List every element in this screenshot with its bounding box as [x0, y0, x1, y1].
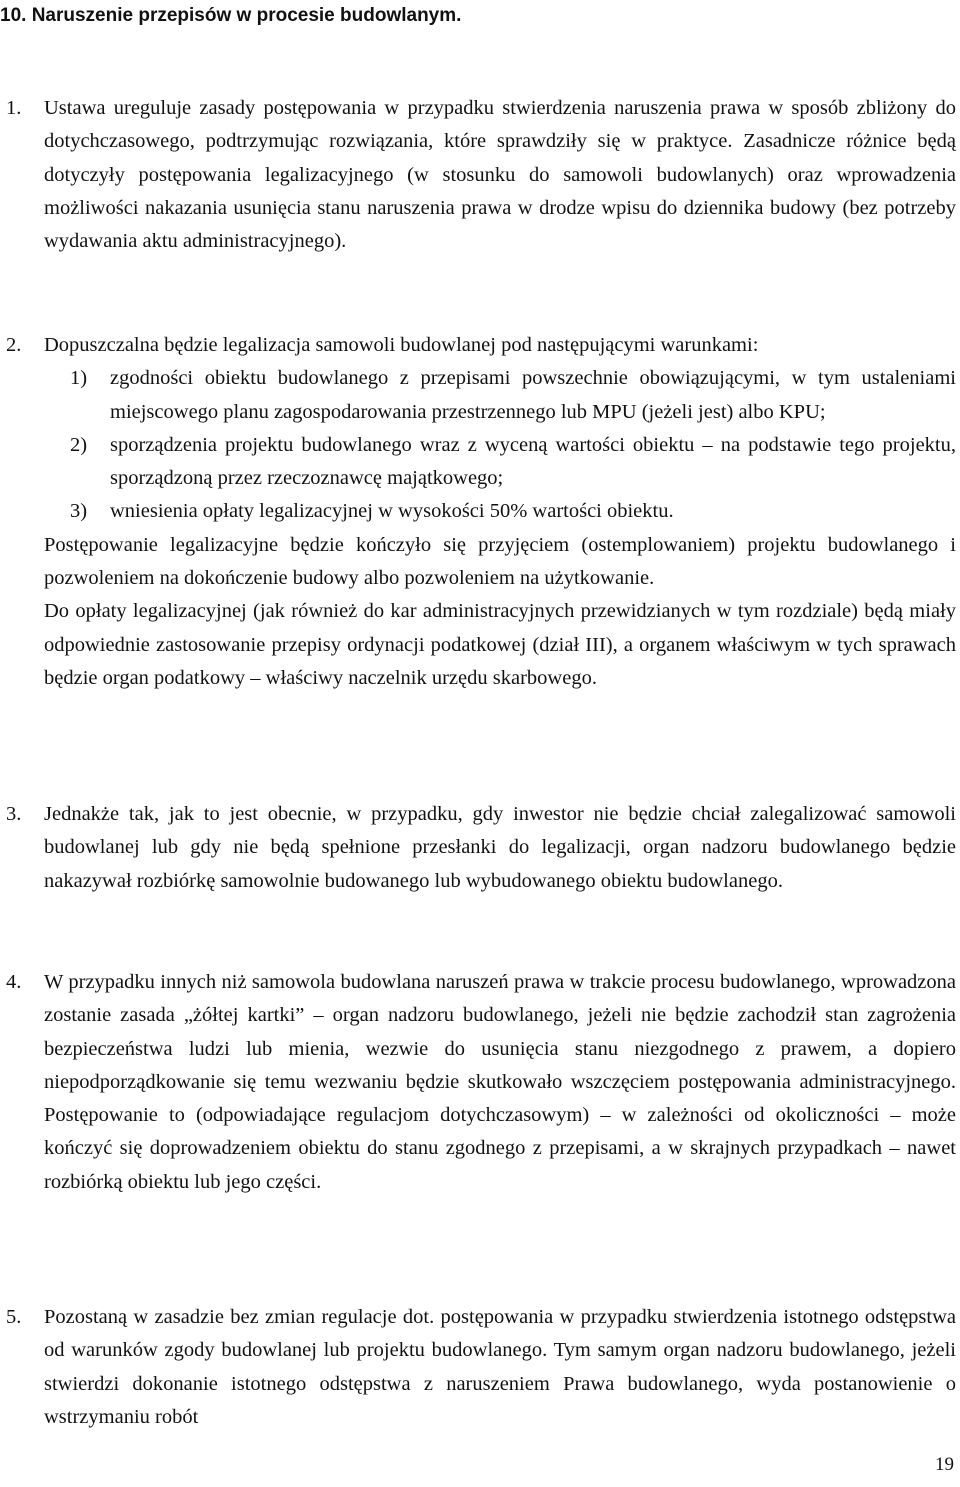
paragraph-text: Ustawa ureguluje zasady postępowania w przypadku stwierdzenia naruszenia prawa w sposób zbliżony do dotychczasowego, podtrzymując rozwiązania, które sprawdziły się w praktyce. Zasadnicze różnice będą dotyczyły postępowania legalizacyjnego (w stosunku do samowoli budowlanych) oraz wprowadzenia możliwości nakazania usunięcia stanu naruszenia prawa w drodze wpisu do dziennika budowy (bez potrzeby wydawania aktu administracyjnego).	[44, 97, 956, 253]
condition-item	[70, 495, 956, 528]
paragraph-1	[6, 92, 956, 258]
paragraph-5	[6, 1301, 956, 1434]
condition-number: 3)	[70, 500, 88, 523]
paragraph-number: 3.	[6, 803, 22, 825]
condition-text: sporządzenia projektu budowlanego wraz z wyceną wartości obiektu – na podstawie tego projektu, sporządzoną przez rzeczoznawcę majątkowego;	[110, 433, 956, 490]
paragraph-number: 5.	[6, 1306, 22, 1328]
paragraph-number: 2.	[6, 334, 22, 356]
condition-text: zgodności obiektu budowlanego z przepisami powszechnie obowiązującymi, w tym ustaleniami miejscowego planu zagospodarowania przestrzennego lub MPU (jeżeli jest) albo KPU;	[110, 367, 956, 423]
paragraph-4	[6, 966, 956, 1199]
section-heading: 10. Naruszenie przepisów w procesie budowlanym.	[0, 5, 462, 26]
condition-item	[70, 429, 956, 496]
paragraph-text: Dopuszczalna będzie legalizacja samowoli budowlanej pod następującymi warunkami:	[44, 334, 759, 356]
paragraph-text: W przypadku innych niż samowola budowlana naruszeń prawa w trakcie procesu budowlanego, wprowadzona zostanie zasada „żółtej kartki” – organ nadzoru budowlanego, jeżeli nie będzie zachodził stan zagrożenia bezpieczeństwa ludzi lub mienia, wezwie do usunięcia stanu niezgodnego z prawem, a dopiero niepodporządkowanie się temu wezwaniu będzie skutkowało wszczęciem postępowania administracyjnego. Postępowanie to (odpowiadające regulacjom dotychczasowym) – w zależności od okoliczności – może kończyć się doprowadzeniem obiektu do stanu zgodnego z przepisami, a w skrajnych przypadkach – nawet rozbiórką obiektu lub jego części.	[44, 971, 956, 1193]
condition-number: 2)	[70, 433, 88, 456]
condition-text: wniesienia opłaty legalizacyjnej w wysokości 50% wartości obiektu.	[110, 500, 674, 523]
paragraph-text: Jednakże tak, jak to jest obecnie, w przypadku, gdy inwestor nie będzie chciał zalegalizować samowoli budowlanej lub gdy nie będą spełnione przesłanki do legalizacji, organ nadzoru budowlanego będzie nakazywał rozbiórkę samowolnie budowanego lub wybudowanego obiektu budowlanego.	[44, 803, 956, 892]
paragraph-number: 4.	[6, 971, 22, 993]
paragraph-continuation: Postępowanie legalizacyjne będzie kończyło się przyjęciem (ostemplowaniem) projektu budowlanego i pozwoleniem na dokończenie budowy albo pozwoleniem na użytkowanie.	[44, 533, 956, 590]
page-number: 19	[935, 1454, 954, 1475]
paragraph-number: 1.	[6, 97, 22, 119]
condition-item	[70, 362, 956, 429]
paragraph-2	[6, 329, 956, 695]
paragraph-continuation: Do opłaty legalizacyjnej (jak również do kar administracyjnych przewidzianych w tym rozdziale) będą miały odpowiednie zastosowanie przepisy ordynacji podatkowej (dział III), a organem właściwym w tych sprawach będzie organ podatkowy – właściwy naczelnik urzędu skarbowego.	[44, 600, 956, 689]
condition-number: 1)	[70, 367, 88, 390]
paragraph-text: Pozostaną w zasadzie bez zmian regulacje dot. postępowania w przypadku stwierdzenia istotnego odstępstwa od warunków zgody budowlanej lub projektu budowlanego. Tym samym organ nadzoru budowlanego, jeżeli stwierdzi dokonanie istotnego odstępstwa z naruszeniem Prawa budowlanego, wyda postanowienie o wstrzymaniu robót	[44, 1306, 956, 1428]
paragraph-3	[6, 798, 956, 898]
